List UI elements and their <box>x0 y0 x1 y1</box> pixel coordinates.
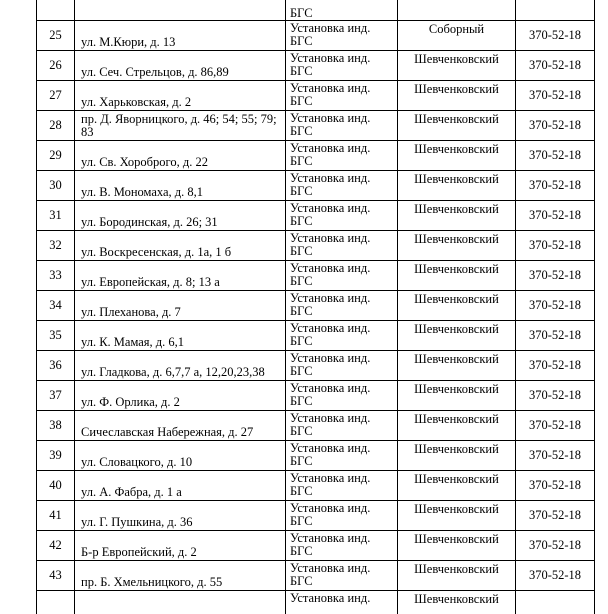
row-district-cell <box>398 21 516 51</box>
table-row-partial-bottom <box>37 591 595 614</box>
row-number: 31 <box>37 201 75 231</box>
row-district-cell <box>398 51 516 81</box>
row-phone: 370-52-18 <box>516 471 595 501</box>
row-type-cell <box>286 231 398 261</box>
row-district-cell <box>398 321 516 351</box>
row-type: Установка инд. БГС <box>290 411 371 438</box>
row-address-cell <box>75 471 286 501</box>
table-row <box>37 81 595 111</box>
table-row <box>37 471 595 501</box>
row-type: Установка инд. <box>290 591 371 605</box>
row-type: Установка инд. БГС <box>290 531 371 558</box>
row-address: Сичеславская Набережная, д. 27 <box>81 425 254 439</box>
row-phone: 370-52-18 <box>516 201 595 231</box>
row-address-cell <box>75 381 286 411</box>
row-district: Шевченковский <box>414 172 499 186</box>
row-type: Установка инд. БГС <box>290 171 371 198</box>
row-phone: 370-52-18 <box>516 81 595 111</box>
cell-address <box>75 0 286 21</box>
row-number: 37 <box>37 381 75 411</box>
row-district-cell <box>398 381 516 411</box>
row-type: Установка инд. БГС <box>290 51 371 78</box>
row-phone: 370-52-18 <box>516 291 595 321</box>
row-address-cell <box>75 261 286 291</box>
cell-address <box>75 591 286 614</box>
row-type-cell <box>286 381 398 411</box>
table-row <box>37 531 595 561</box>
row-address: ул. Европейская, д. 8; 13 а <box>81 275 220 289</box>
table-row <box>37 321 595 351</box>
table-row <box>37 171 595 201</box>
row-address: пр. Д. Яворницкого, д. 46; 54; 55; 79; 83 <box>81 112 277 139</box>
row-number: 29 <box>37 141 75 171</box>
row-type-cell <box>286 201 398 231</box>
row-number: 38 <box>37 411 75 441</box>
row-type-cell <box>286 351 398 381</box>
row-number: 36 <box>37 351 75 381</box>
row-phone: 370-52-18 <box>516 111 595 141</box>
row-number: 35 <box>37 321 75 351</box>
row-district: Шевченковский <box>414 142 499 156</box>
row-phone: 370-52-18 <box>516 21 595 51</box>
row-district-cell <box>398 561 516 591</box>
row-phone: 370-52-18 <box>516 411 595 441</box>
table-row <box>37 501 595 531</box>
addresses-table <box>36 0 595 614</box>
row-district: Шевченковский <box>414 502 499 516</box>
row-number: 27 <box>37 81 75 111</box>
row-address-cell <box>75 51 286 81</box>
cell-num <box>37 591 75 614</box>
row-type-cell <box>286 21 398 51</box>
row-district-cell <box>398 471 516 501</box>
row-address: ул. А. Фабра, д. 1 а <box>81 485 182 499</box>
row-district: Шевченковский <box>414 52 499 66</box>
row-district-cell <box>398 231 516 261</box>
row-phone: 370-52-18 <box>516 261 595 291</box>
row-address: ул. Гладкова, д. 6,7,7 а, 12,20,23,38 <box>81 365 265 379</box>
row-district: Шевченковский <box>414 112 499 126</box>
row-type-cell <box>286 531 398 561</box>
row-number: 28 <box>37 111 75 141</box>
row-district: Шевченковский <box>414 382 499 396</box>
row-type-cell <box>286 441 398 471</box>
row-address-cell <box>75 21 286 51</box>
row-district-cell <box>398 441 516 471</box>
row-district-cell <box>398 501 516 531</box>
row-address-cell <box>75 531 286 561</box>
row-address-cell <box>75 411 286 441</box>
row-address: ул. Г. Пушкина, д. 36 <box>81 515 193 529</box>
row-number: 26 <box>37 51 75 81</box>
row-district: Шевченковский <box>414 412 499 426</box>
row-type: Установка инд. БГС <box>290 141 371 168</box>
table-row <box>37 351 595 381</box>
row-type: Установка инд. БГС <box>290 21 371 48</box>
cell-type-text: БГС <box>290 6 313 20</box>
row-number: 33 <box>37 261 75 291</box>
row-type-cell <box>286 561 398 591</box>
table-body <box>37 0 595 614</box>
row-number: 25 <box>37 21 75 51</box>
row-address-cell <box>75 141 286 171</box>
row-district-cell <box>398 531 516 561</box>
row-address-cell <box>75 171 286 201</box>
row-district: Шевченковский <box>414 82 499 96</box>
row-address: ул. К. Мамая, д. 6,1 <box>81 335 185 349</box>
row-phone: 370-52-18 <box>516 531 595 561</box>
row-address-cell <box>75 561 286 591</box>
row-district: Шевченковский <box>414 442 499 456</box>
row-district: Шевченковский <box>414 202 499 216</box>
table-row <box>37 291 595 321</box>
row-district-cell <box>398 111 516 141</box>
row-phone: 370-52-18 <box>516 231 595 261</box>
row-district: Шевченковский <box>414 532 499 546</box>
row-type-cell <box>286 321 398 351</box>
row-number: 32 <box>37 231 75 261</box>
row-district: Шевченковский <box>414 592 499 606</box>
row-district: Шевченковский <box>414 262 499 276</box>
row-address-cell <box>75 111 286 141</box>
row-type: Установка инд. БГС <box>290 231 371 258</box>
row-type: Установка инд. БГС <box>290 201 371 228</box>
row-address: ул. Бородинская, д. 26; 31 <box>81 215 218 229</box>
row-address: ул. Плеханова, д. 7 <box>81 305 181 319</box>
row-phone: 370-52-18 <box>516 381 595 411</box>
table-row-partial-top <box>37 0 595 21</box>
row-address: ул. Св. Хороброго, д. 22 <box>81 155 208 169</box>
table-row <box>37 21 595 51</box>
row-address-cell <box>75 291 286 321</box>
row-phone: 370-52-18 <box>516 51 595 81</box>
table-row <box>37 231 595 261</box>
row-district: Шевченковский <box>414 292 499 306</box>
row-number: 41 <box>37 501 75 531</box>
row-address: ул. Харьковская, д. 2 <box>81 95 192 109</box>
table-row <box>37 441 595 471</box>
row-district: Шевченковский <box>414 232 499 246</box>
row-type-cell <box>286 591 398 614</box>
row-type: Установка инд. БГС <box>290 471 371 498</box>
row-address: пр. Б. Хмельницкого, д. 55 <box>81 575 223 589</box>
row-address-cell <box>75 321 286 351</box>
row-phone: 370-52-18 <box>516 321 595 351</box>
table-row <box>37 561 595 591</box>
row-address: ул. Ф. Орлика, д. 2 <box>81 395 180 409</box>
row-address: ул. Словацкого, д. 10 <box>81 455 193 469</box>
row-district-cell <box>398 351 516 381</box>
row-type-cell <box>286 291 398 321</box>
row-address: ул. М.Кюри, д. 13 <box>81 35 176 49</box>
row-district: Шевченковский <box>414 562 499 576</box>
row-address-cell <box>75 231 286 261</box>
row-type-cell <box>286 471 398 501</box>
row-phone: 370-52-18 <box>516 141 595 171</box>
row-type: Установка инд. БГС <box>290 81 371 108</box>
row-address-cell <box>75 81 286 111</box>
row-district-cell <box>398 291 516 321</box>
row-address: ул. Воскресенская, д. 1а, 1 б <box>81 245 232 259</box>
row-number: 40 <box>37 471 75 501</box>
row-type: Установка инд. БГС <box>290 261 371 288</box>
table-row <box>37 381 595 411</box>
row-phone: 370-52-18 <box>516 501 595 531</box>
row-phone: 370-52-18 <box>516 561 595 591</box>
cell-phone <box>516 0 595 21</box>
row-type: Установка инд. БГС <box>290 291 371 318</box>
row-district: Шевченковский <box>414 352 499 366</box>
row-address-cell <box>75 501 286 531</box>
row-district-cell <box>398 411 516 441</box>
row-district: Соборный <box>428 22 485 36</box>
row-type-cell <box>286 81 398 111</box>
row-type: Установка инд. БГС <box>290 561 371 588</box>
row-type: Установка инд. БГС <box>290 381 371 408</box>
row-type-cell <box>286 141 398 171</box>
row-type: Установка инд. БГС <box>290 351 371 378</box>
row-district: Шевченковский <box>414 472 499 486</box>
cell-num <box>37 0 75 21</box>
row-phone: 370-52-18 <box>516 441 595 471</box>
row-type: Установка инд. БГС <box>290 501 371 528</box>
cell-district <box>398 0 516 21</box>
row-address: ул. В. Мономаха, д. 8,1 <box>81 185 204 199</box>
row-type-cell <box>286 171 398 201</box>
row-address: ул. Сеч. Стрельцов, д. 86,89 <box>81 65 229 79</box>
row-number: 34 <box>37 291 75 321</box>
table-row <box>37 51 595 81</box>
row-type: Установка инд. БГС <box>290 321 371 348</box>
row-address-cell <box>75 351 286 381</box>
table-row <box>37 411 595 441</box>
row-address: Б-р Европейский, д. 2 <box>81 545 197 559</box>
table-row <box>37 111 595 141</box>
row-type-cell <box>286 51 398 81</box>
row-address-cell <box>75 201 286 231</box>
row-district-cell <box>398 261 516 291</box>
row-district-cell <box>398 81 516 111</box>
row-type: Установка инд. БГС <box>290 111 371 138</box>
row-number: 30 <box>37 171 75 201</box>
cell-phone <box>516 591 595 614</box>
row-number: 39 <box>37 441 75 471</box>
cell-type <box>286 0 398 21</box>
row-type-cell <box>286 501 398 531</box>
row-district-cell <box>398 141 516 171</box>
row-district-cell <box>398 591 516 614</box>
row-address-cell <box>75 441 286 471</box>
row-type-cell <box>286 261 398 291</box>
row-number: 42 <box>37 531 75 561</box>
row-type: Установка инд. БГС <box>290 441 371 468</box>
row-number: 43 <box>37 561 75 591</box>
table-row <box>37 261 595 291</box>
row-district: Шевченковский <box>414 322 499 336</box>
row-phone: 370-52-18 <box>516 351 595 381</box>
row-district-cell <box>398 201 516 231</box>
table-row <box>37 201 595 231</box>
row-type-cell <box>286 411 398 441</box>
table-row <box>37 141 595 171</box>
row-district-cell <box>398 171 516 201</box>
row-type-cell <box>286 111 398 141</box>
row-phone: 370-52-18 <box>516 171 595 201</box>
